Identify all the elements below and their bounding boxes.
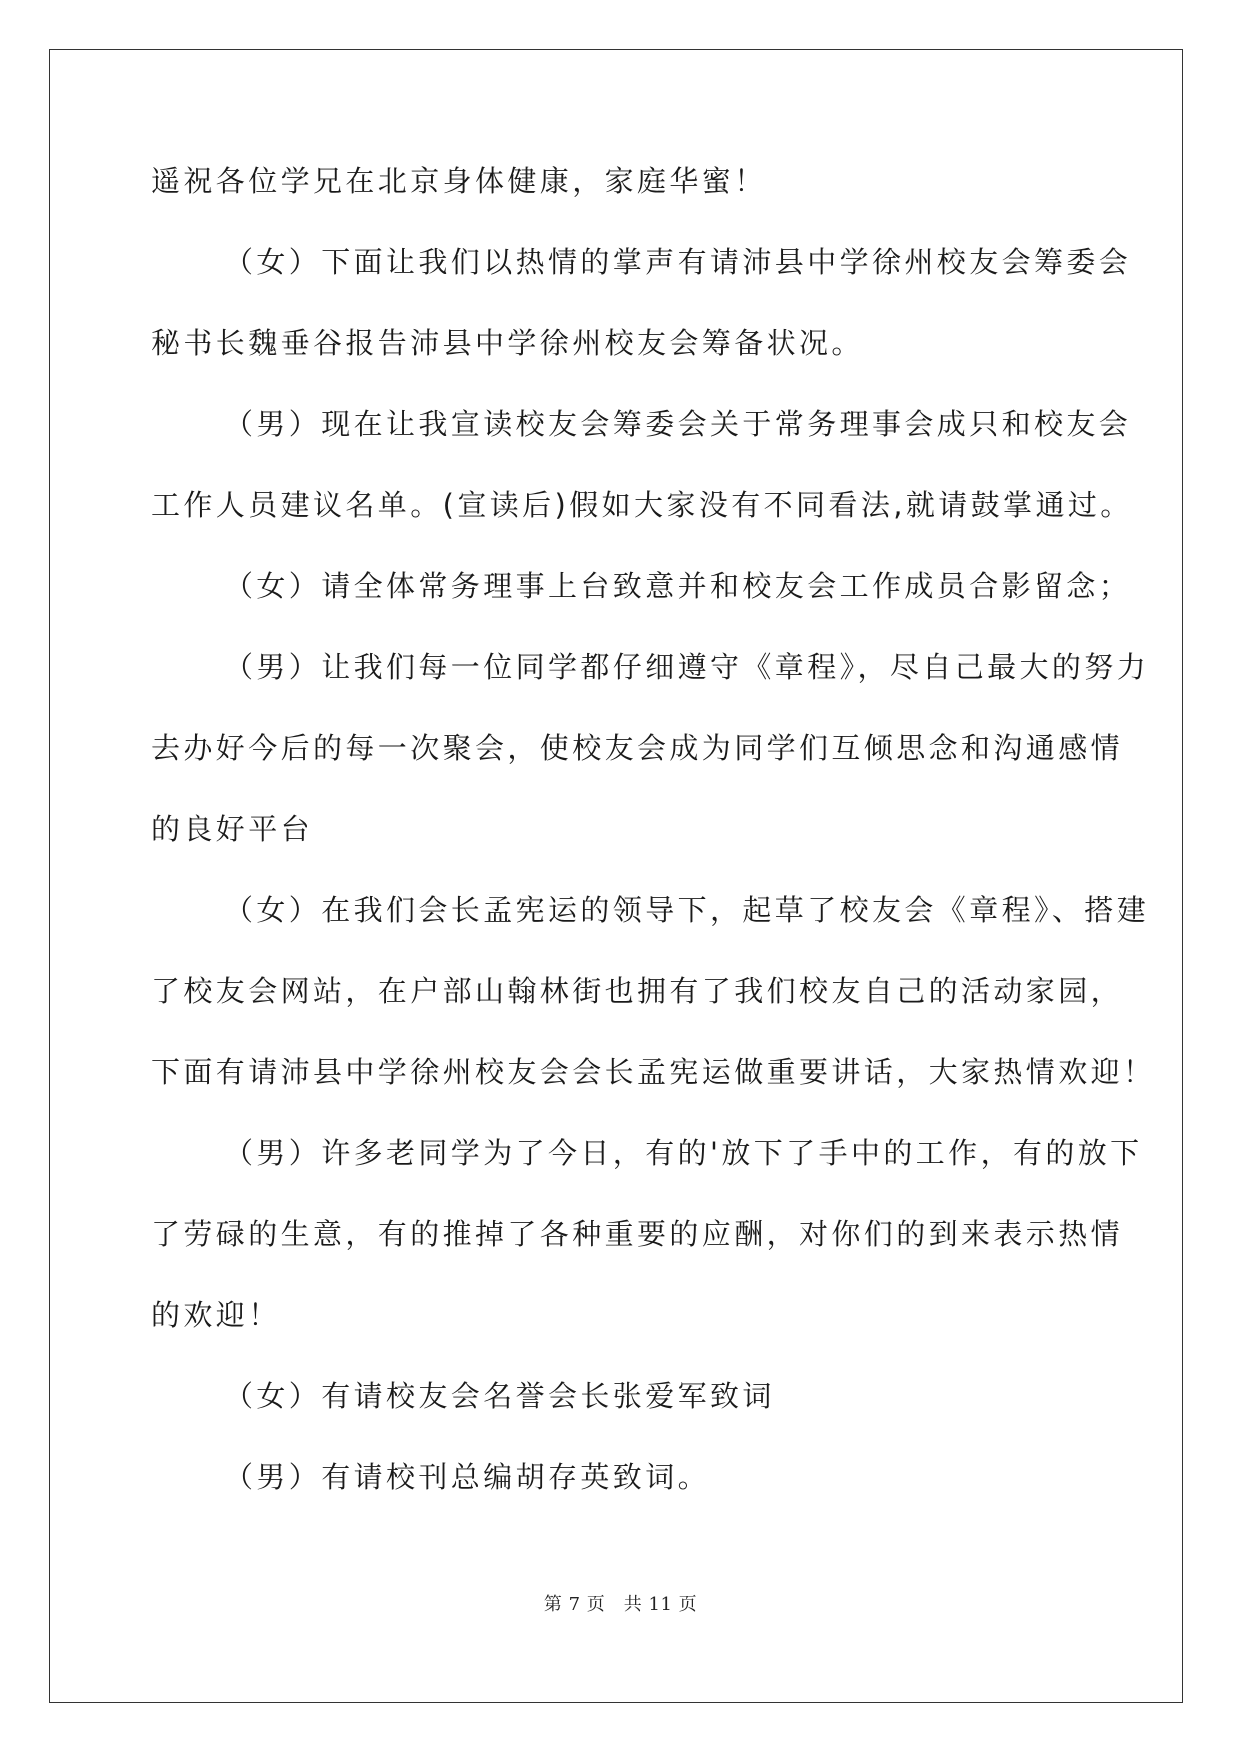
text-line: （男）让我们每一位同学都仔细遵守《章程》，尽自己最大的努力 xyxy=(224,650,1150,684)
text-line: 的良好平台 xyxy=(151,812,314,846)
text-line: （男）有请校刊总编胡存英致词。 xyxy=(224,1460,711,1494)
text-line: （男）现在让我宣读校友会筹委会关于常务理事会成只和校友会 xyxy=(224,407,1132,441)
document-body xyxy=(151,161,1156,1497)
text-line: 的欢迎！ xyxy=(151,1298,281,1332)
text-line: （男）许多老同学为了今日，有的'放下了手中的工作，有的放下 xyxy=(224,1136,1143,1170)
text-line: （女）下面让我们以热情的掌声有请沛县中学徐州校友会筹委会 xyxy=(224,245,1132,279)
page-number: 第 7 页 共 11 页 xyxy=(543,1594,698,1615)
text-line: （女）在我们会长孟宪运的领导下，起草了校友会《章程》、搭建 xyxy=(224,893,1150,927)
text-line: 遥祝各位学兄在北京身体健康，家庭华蜜！ xyxy=(151,164,767,198)
text-line: （女）有请校友会名誉会长张爱军致词 xyxy=(224,1379,775,1413)
text-line: （女）请全体常务理事上台致意并和校友会工作成员合影留念； xyxy=(224,569,1132,603)
text-line: 了校友会网站，在户部山翰林街也拥有了我们校友自己的活动家园， xyxy=(151,974,1124,1008)
text-line: 工作人员建议名单。(宣读后)假如大家没有不同看法,就请鼓掌通过。 xyxy=(151,488,1133,522)
text-line: 下面有请沛县中学徐州校友会会长孟宪运做重要讲话，大家热情欢迎！ xyxy=(151,1055,1156,1089)
text-line: 了劳碌的生意，有的推掉了各种重要的应酬，对你们的到来表示热情 xyxy=(151,1217,1124,1251)
text-line: 秘书长魏垂谷报告沛县中学徐州校友会筹备状况。 xyxy=(151,326,864,360)
text-line: 去办好今后的每一次聚会，使校友会成为同学们互倾思念和沟通感情 xyxy=(151,731,1124,765)
